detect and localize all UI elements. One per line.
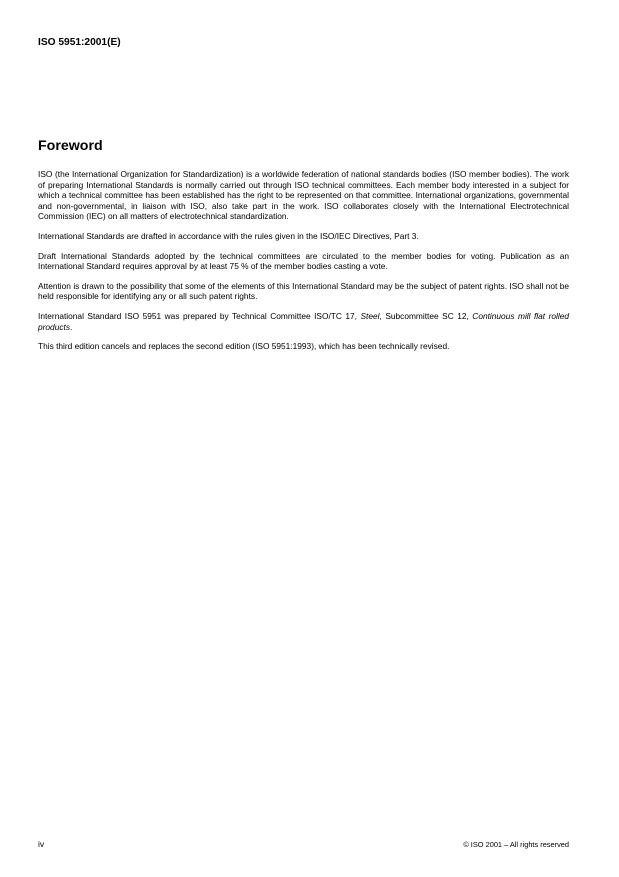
- foreword-body: [38, 169, 569, 361]
- subcommittee-name: Continuous mill flat rolled products: [38, 310, 570, 332]
- paragraph-edition: This third edition cancels and replaces the second edition (ISO 5951:1993), which has been technically revised.: [38, 341, 450, 352]
- section-title: Foreword: [38, 138, 103, 154]
- paragraph-patent-rights: Attention is drawn to the possibility that some of the elements of this International Standard may be the subject of patent rights. ISO shall not be held responsible for identifying any or all such patent rights.: [38, 280, 569, 302]
- paragraph-drafting-rules: International Standards are drafted in accordance with the rules given in the ISO/IEC Directives, Part 3.: [38, 230, 419, 241]
- document-id-header: ISO 5951:2001(E): [38, 37, 121, 48]
- page-number: iv: [38, 839, 45, 849]
- preparation-text-1: International Standard ISO 5951 was prepared by Technical Committee ISO/TC 17,: [38, 310, 361, 321]
- copyright-notice: © ISO 2001 – All rights reserved: [463, 840, 569, 849]
- paragraph-preparation: [38, 311, 569, 332]
- paragraph-voting: Draft International Standards adopted by the technical committees are circulated to the member bodies for voting. Publication as an International Standard requires approval by at least 75 % of the member bodies casting a vote.: [38, 250, 569, 272]
- preparation-text-3: .: [70, 321, 73, 332]
- preparation-text-2: , Subcommittee SC 12,: [379, 310, 473, 321]
- paragraph-iso-description: ISO (the International Organization for Standardization) is a worldwide federation of national standards bodies (ISO member bodies). The work of preparing International Standards is normally carried out through ISO technical committees. Each member body interested in a subject for which a technical committee has been established has the right to be represented on that committee. International organizations, governmental and non-governmental, in liaison with ISO, also take part in the work. ISO collaborates closely with the International Electrotechnical Commission (IEC) on all matters of electrotechnical standardization.: [38, 169, 569, 222]
- committee-name: Steel: [360, 310, 380, 321]
